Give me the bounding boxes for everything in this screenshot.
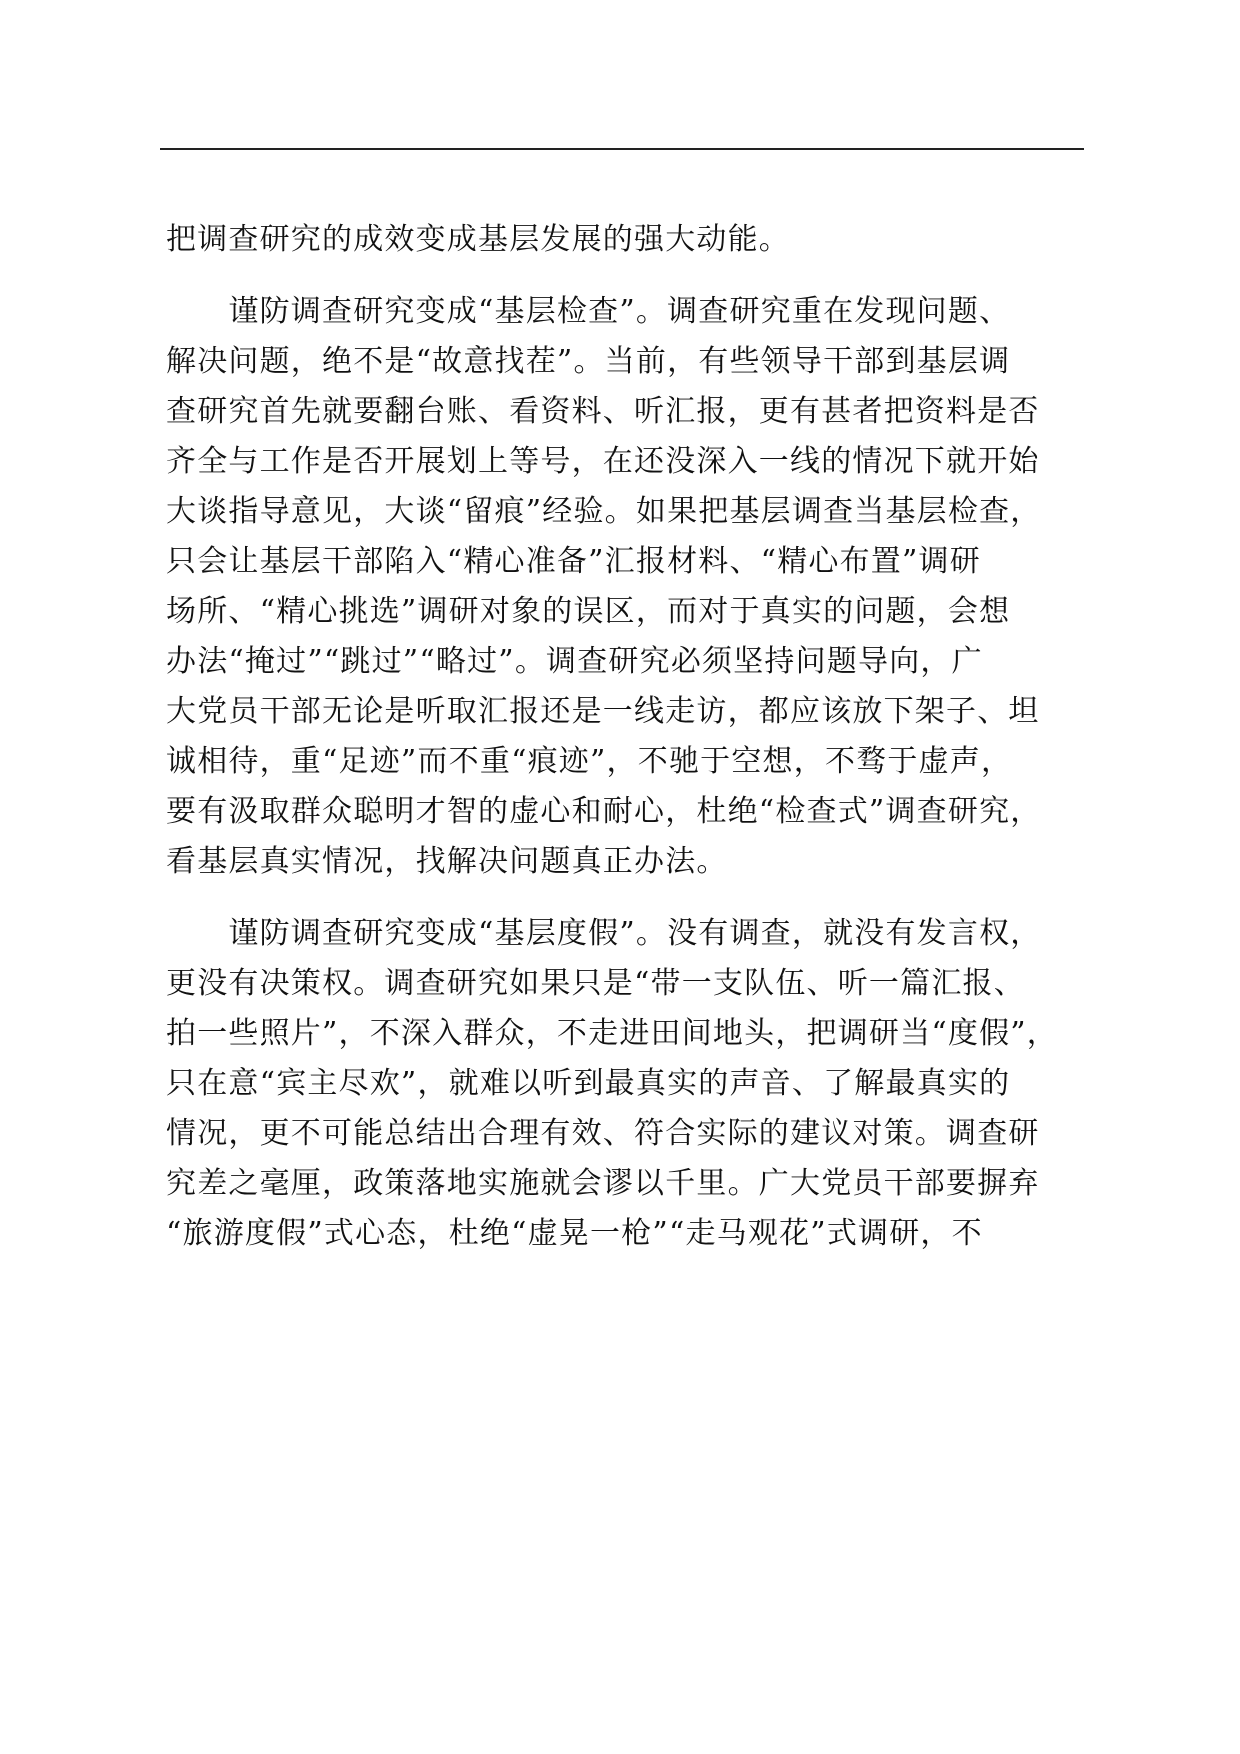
text-line: 拍一些照片”，不深入群众，不走进田间地头，把调研当“度假”， (166, 1016, 1059, 1051)
text-line: 大党员干部无论是听取汇报还是一线走访，都应该放下架子、坦 (166, 694, 1040, 729)
text-line: 解决问题，绝不是“故意找茬”。当前，有些领导干部到基层调 (166, 344, 1011, 379)
paragraph-3 (166, 909, 1082, 1259)
text-line: 办法“掩过”“跳过”“略过”。调查研究必须坚持问题导向，广 (166, 644, 983, 679)
paragraph-2 (166, 287, 1082, 887)
text-line: 究差之毫厘，政策落地实施就会谬以千里。广大党员干部要摒弃 (166, 1166, 1040, 1201)
text-line: 把调查研究的成效变成基层发展的强大动能。 (166, 222, 790, 257)
text-line: 谨防调查研究变成“基层度假”。没有调查，就没有发言权， (166, 916, 1042, 951)
text-line: 谨防调查研究变成“基层检查”。调查研究重在发现问题、 (166, 294, 1011, 329)
text-line: 齐全与工作是否开展划上等号，在还没深入一线的情况下就开始 (166, 444, 1040, 479)
text-line: 更没有决策权。调查研究如果只是“带一支队伍、听一篇汇报、 (166, 966, 1025, 1001)
paragraph-1 (166, 215, 1082, 265)
text-line: 大谈指导意见，大谈“留痕”经验。如果把基层调查当基层检查， (166, 494, 1042, 529)
document-body (166, 215, 1082, 1259)
text-line: 只会让基层干部陷入“精心准备”汇报材料、“精心布置”调研 (166, 544, 981, 579)
header-rule (160, 148, 1084, 150)
text-line: 看基层真实情况，找解决问题真正办法。 (166, 844, 728, 879)
text-line: 诚相待，重“足迹”而不重“痕迹”，不驰于空想，不骛于虚声， (166, 744, 1013, 779)
text-line: 场所、“精心挑选”调研对象的误区，而对于真实的问题，会想 (166, 594, 1011, 629)
text-line: 情况，更不可能总结出合理有效、符合实际的建议对策。调查研 (166, 1116, 1040, 1151)
text-line: 要有汲取群众聪明才智的虚心和耐心，杜绝“检查式”调查研究， (166, 794, 1042, 829)
text-line: 查研究首先就要翻台账、看资料、听汇报，更有甚者把资料是否 (166, 394, 1040, 429)
text-line: 只在意“宾主尽欢”，就难以听到最真实的声音、了解最真实的 (166, 1066, 1011, 1101)
text-line: “旅游度假”式心态，杜绝“虚晃一枪”“走马观花”式调研，不 (166, 1216, 983, 1251)
